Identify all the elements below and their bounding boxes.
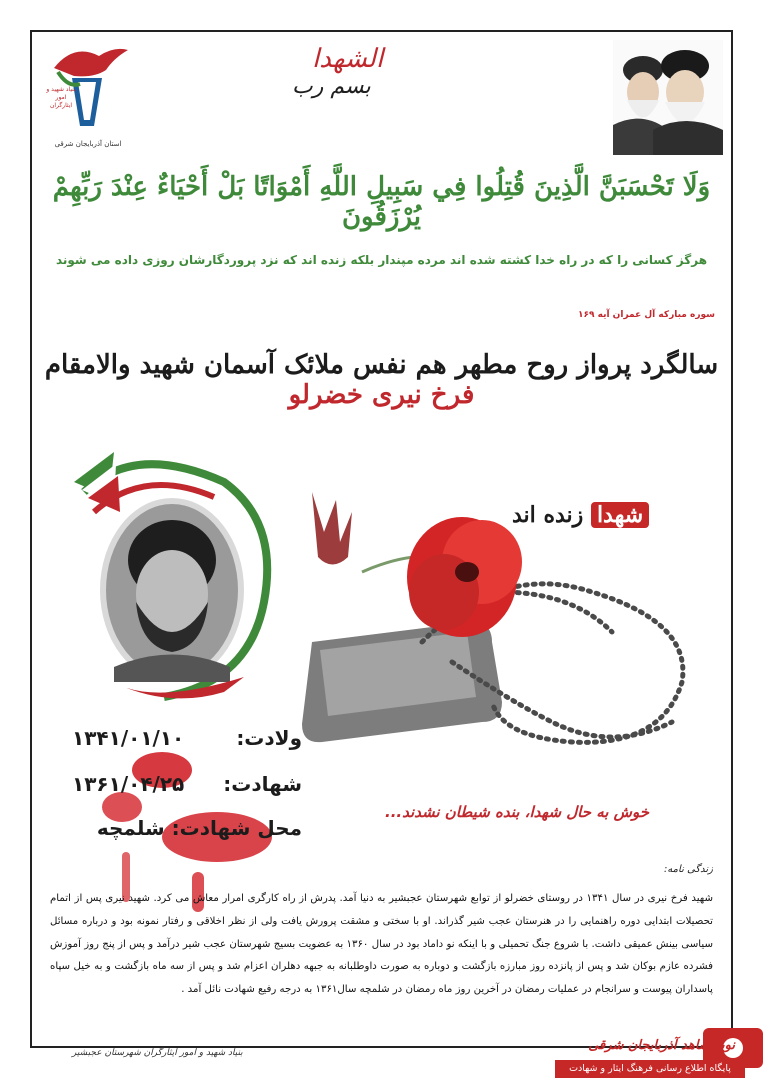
site-badge: [555, 1010, 763, 1080]
poster-frame: [30, 30, 733, 1058]
foundation-signature: بنیاد شهید و امور ایثارگران شهرستان عجبشیر: [72, 1048, 243, 1058]
calligraphy-bottom: بسم رب: [292, 74, 371, 99]
martyr-photo: [54, 452, 284, 702]
site-tagline: پایگاه اطلاع رسانی فرهنگ ایثار و شهادت: [555, 1060, 745, 1078]
martyrdom-value: ۱۳۶۱/۰۴/۲۵: [72, 772, 185, 796]
birth-label: ولادت:: [236, 726, 302, 750]
verse-translation: هرگز کسانی را که در راه خدا کشته شده اند مرده مپندار بلکه زنده اند که نزد پروردگارشان روزی داده می شوند: [55, 253, 708, 267]
place-row: [72, 812, 302, 848]
martyrdom-place: محل شهادت: شلمچه: [96, 816, 302, 840]
martyrs-word: شهدا: [591, 502, 649, 528]
poppy-dogtag-art: [252, 472, 722, 772]
dates-block: [72, 722, 302, 852]
birth-row: [72, 722, 302, 758]
logo-caption: استان آذربایجان شرقی: [54, 140, 122, 148]
foundation-logo: [44, 38, 132, 148]
martyrs-quote: خوش به حال شهدا، بنده شیطان نشدند...: [385, 803, 649, 821]
biography-title: زندگی نامه:: [663, 864, 713, 875]
handprint-icon: [312, 492, 352, 565]
quran-verse: وَلَا تَحْسَبَنَّ الَّذِينَ قُتِلُوا فِي سَبِيلِ اللَّهِ أَمْوَاتًا بَلْ أَحْيَاءٌ عِنْدَ رَبِّهِمْ يُرْزَقُونَ: [52, 172, 711, 232]
site-name: نوید شاهد آذربایجان شرقی: [588, 1038, 735, 1053]
martyr-name: فرخ نیری خضرلو: [288, 380, 475, 410]
logo-subtitle: بنیاد شهید و امور ایثارگران: [46, 86, 76, 109]
calligraphy-top: الشهدا: [312, 44, 384, 74]
martyrdom-label: شهادت:: [223, 772, 302, 796]
biography-text: شهید فرخ نیری در سال ۱۳۴۱ در روستای خضرلو از توابع شهرستان عجبشیر به دنیا آمد. پدرش از راه کارگری امرار معاش می کرد. شهید نیری پس از اتمام تحصیلات ابتدایی دوره راهنمایی را در هنرستان عجب شیر گذراند. او با سختی و مشقت پرورش یافت ولی از نظر اخلاقی و رفتار نمونه بود و درباره مسائل سیاسی بینش عمیقی داشت. با شروع جنگ تحمیلی و با اینکه نو داماد بود در سال ۱۳۶۰ به عضویت بسیج شهرستان عجب شیر درآمد و پس از پنج روز آموزش فشرده عازم بوکان شد و پس از پانزده روز مبارزه بازگشت و دوباره به صورت داوطلبانه به جبهه دهلران اعزام شد و پس از سه ماه بازگشت و به خیل سپاه پاسداران پیوست و سرانجام در عملیات رمضان در آخرین روز ماه رمضان در شلمچه سال۱۳۶۱ به درجه رفیع شهادت نائل آمد .: [50, 893, 713, 996]
leaders-portrait: [613, 40, 723, 155]
martyrs-alive-tag: [512, 502, 649, 528]
birth-value: ۱۳۴۱/۰۱/۱۰: [72, 726, 185, 750]
anniversary-prefix: سالگرد پرواز روح مطهر هم نفس ملائک آسمان شهید والامقام: [44, 350, 719, 380]
alive-word: زنده اند: [512, 502, 584, 528]
header-calligraphy: [292, 44, 442, 109]
surah-reference: سوره مبارکه آل عمران آیه ۱۶۹: [578, 310, 715, 320]
anniversary-title: [42, 350, 721, 410]
martyrdom-row: [72, 768, 302, 804]
